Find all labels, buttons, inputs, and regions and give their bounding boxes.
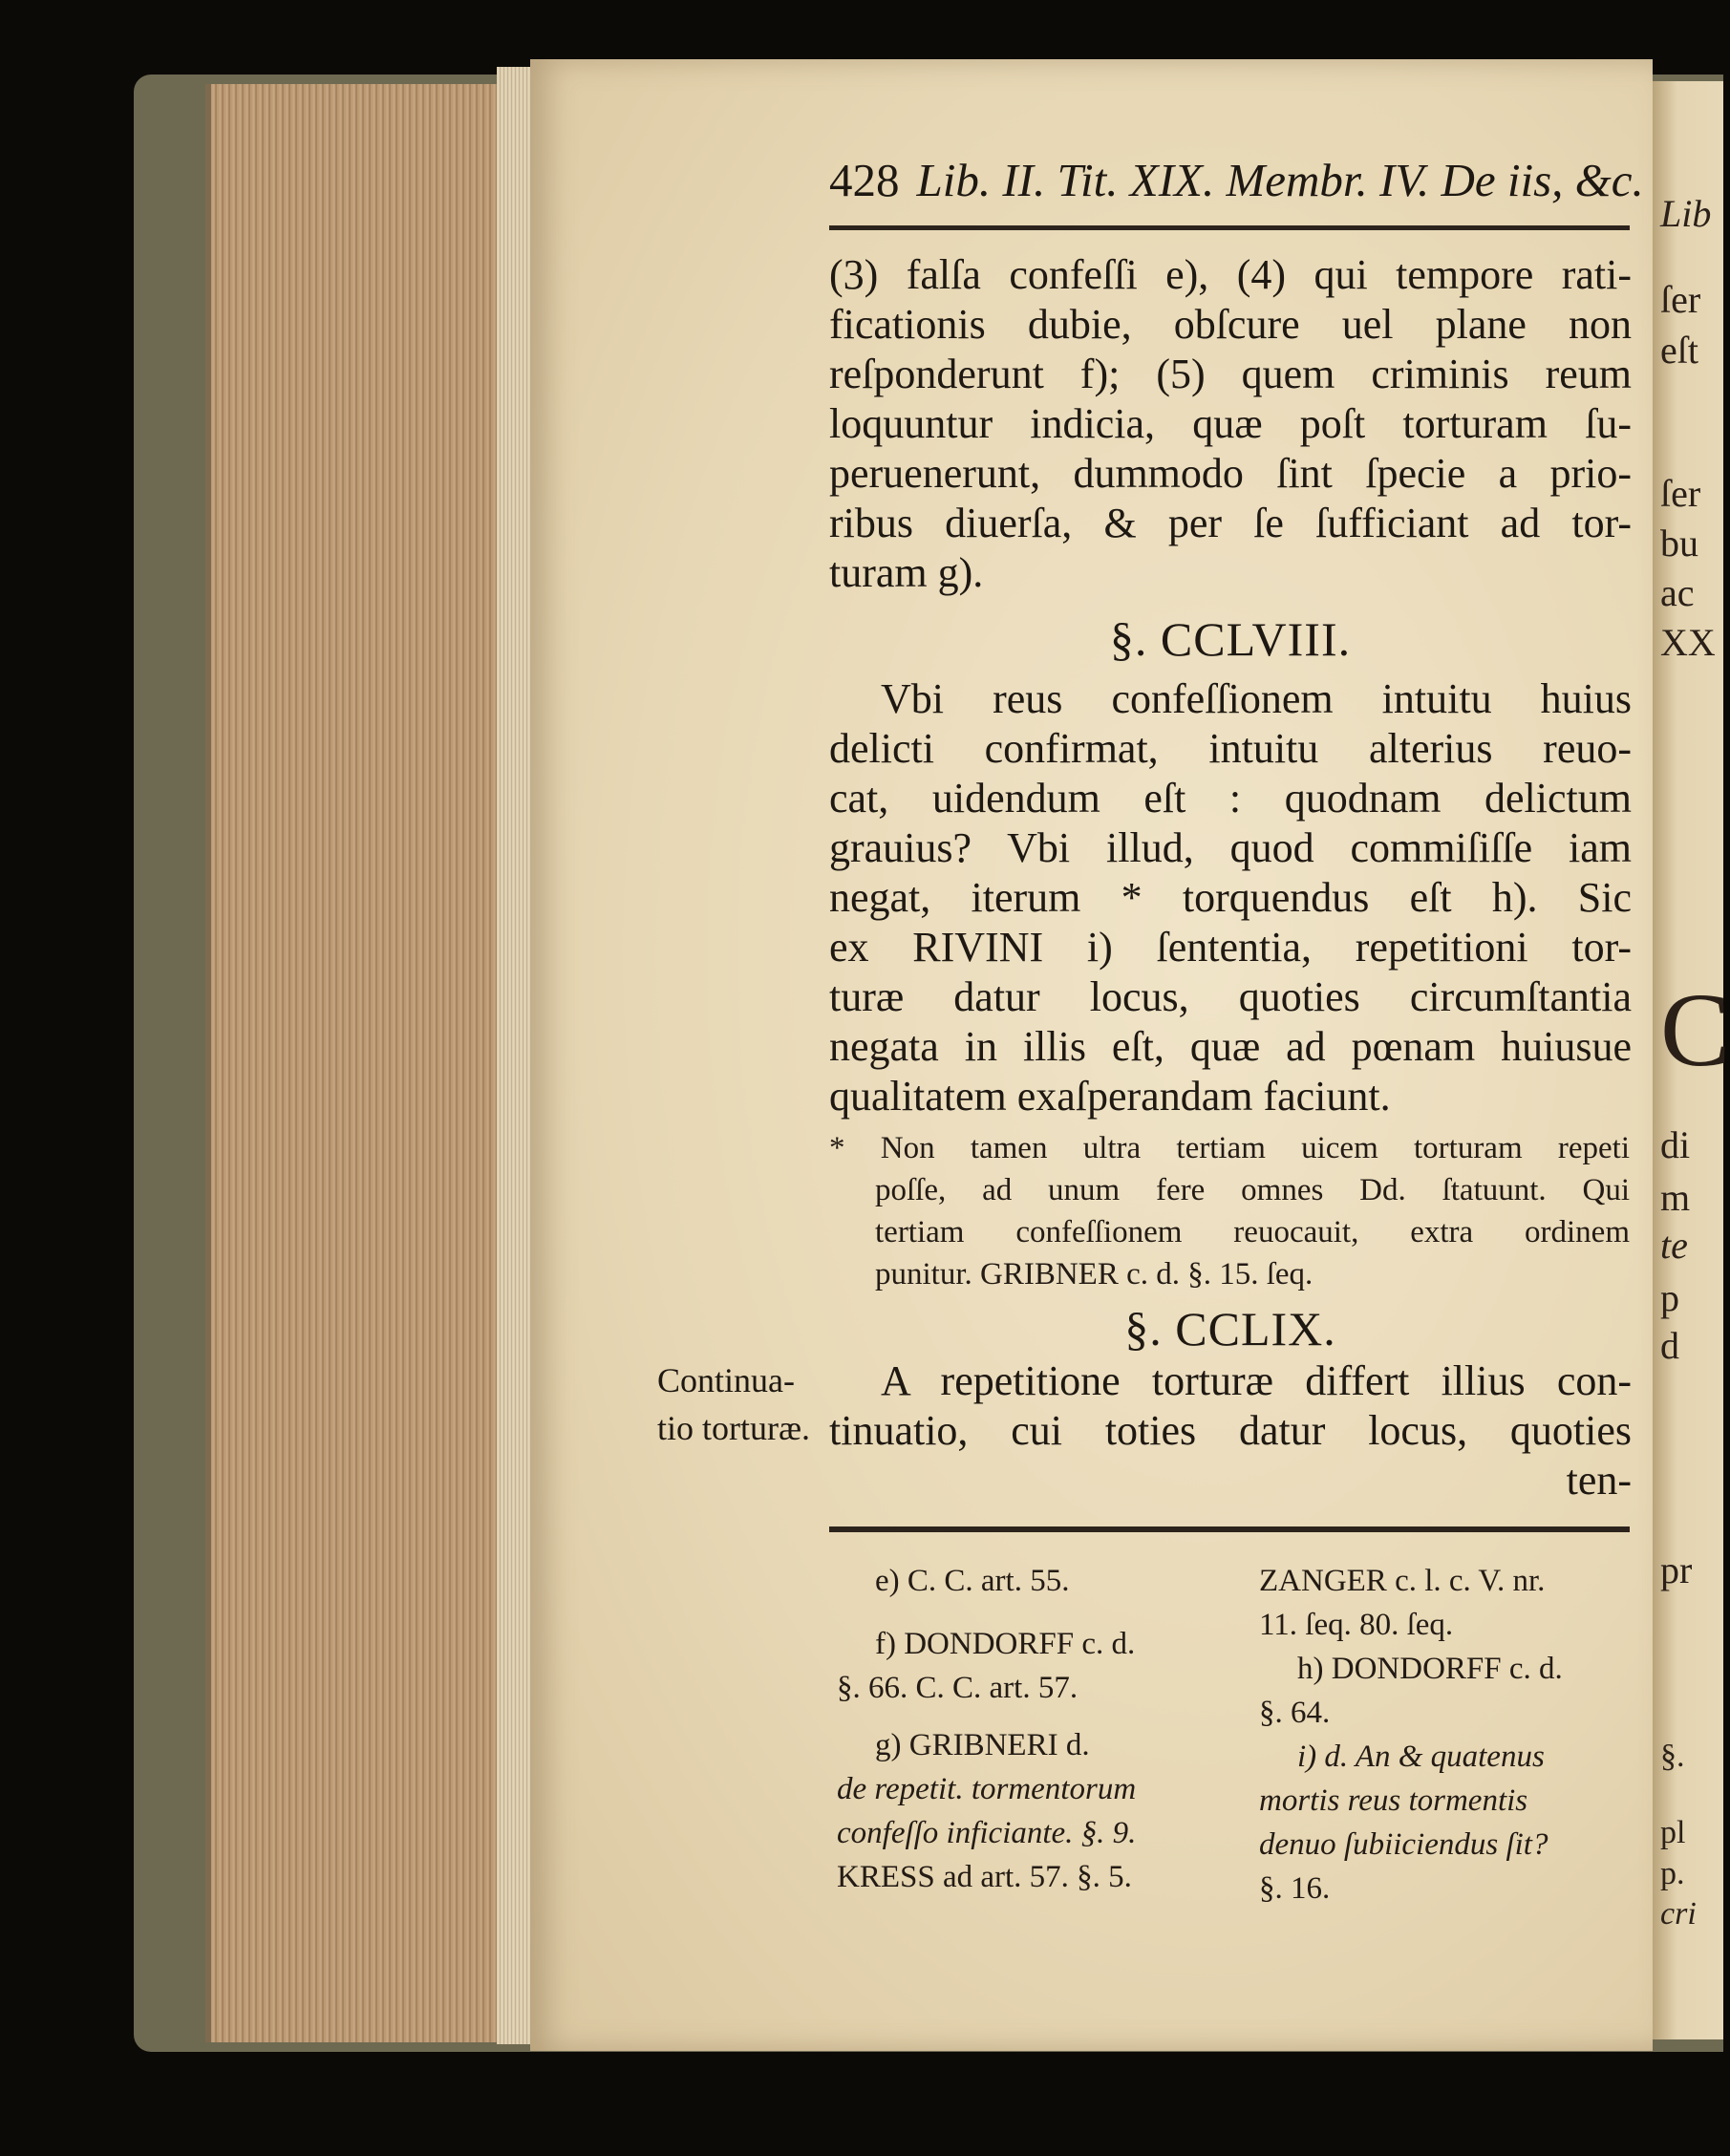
- right-fragment: Lib: [1660, 192, 1712, 235]
- footnote-line: i) d. An & quatenus: [1297, 1740, 1545, 1774]
- right-fragment: pr: [1660, 1548, 1693, 1591]
- right-page-fragment: [1653, 81, 1730, 2039]
- marginal-note-line: tio torturæ.: [657, 1409, 810, 1447]
- right-fragment: ſer: [1660, 278, 1701, 321]
- text-line: A repetitione torturæ differt illius con-: [881, 1357, 1632, 1404]
- text-line: reſponderunt f); (5) quem criminis reum: [829, 351, 1632, 397]
- footnote-line: mortis reus tormentis: [1259, 1783, 1528, 1818]
- footnote-line: §. 66. C. C. art. 57.: [837, 1671, 1079, 1705]
- text-line: turæ datur locus, quoties circumſtantia: [829, 973, 1632, 1020]
- text-line: Vbi reus confeſſionem intuitu huius: [881, 675, 1632, 722]
- right-fragment: XX: [1660, 621, 1716, 664]
- note-line: punitur. GRIBNER c. d. §. 15. ſeq.: [875, 1257, 1314, 1291]
- text-line: turam g).: [829, 549, 984, 596]
- right-fragment: ſer: [1660, 472, 1701, 515]
- right-fragment: p.: [1660, 1856, 1685, 1891]
- right-fragment: m: [1660, 1176, 1691, 1219]
- text-line: negat, iterum * torquendus eſt h). Sic: [829, 874, 1632, 921]
- book-page-edges: [205, 84, 517, 2042]
- text-line: ficationis dubie, obſcure uel plane non: [829, 301, 1632, 348]
- text-line: tinuatio, cui toties datur locus, quoties: [829, 1407, 1632, 1454]
- footnote-rule: [829, 1526, 1630, 1532]
- footnote-line: KRESS ad art. 57. §. 5.: [837, 1860, 1132, 1894]
- asterisk-note: [829, 1127, 1630, 1295]
- right-fragment: ac: [1660, 571, 1695, 614]
- footnote-line: de repetit. tormentorum: [837, 1772, 1137, 1806]
- catchword: ten-: [1566, 1457, 1632, 1504]
- continuation-paragraph: [829, 250, 1632, 598]
- note-line: poſſe, ad unum fere omnes Dd. ſtatuunt. Qui: [875, 1173, 1630, 1207]
- text-line: delicti confirmat, intuitu alterius reuo-: [829, 725, 1632, 772]
- text-line: loquuntur indicia, quæ poſt torturam ſu-: [829, 400, 1632, 447]
- text-line: ribus diuerſa, & per ſe ſufficiant ad tor-: [829, 500, 1632, 546]
- header-rule: [829, 225, 1630, 230]
- right-fragment: bu: [1660, 522, 1698, 565]
- footnotes-left-column: [837, 1559, 1228, 1899]
- page-stack: [497, 67, 535, 2044]
- footnote-line: §. 64.: [1259, 1696, 1331, 1730]
- page-number: 428: [829, 154, 900, 206]
- text-line: peruenerunt, dummodo ſint ſpecie a prio-: [829, 450, 1632, 497]
- text-line: grauius? Vbi illud, quod commiſiſſe iam: [829, 824, 1632, 871]
- note-line: tertiam confeſſionem reuocauit, extra ordinem: [875, 1215, 1630, 1249]
- section-heading-259: §. CCLIX.: [1124, 1302, 1336, 1356]
- footnote-line: §. 16.: [1259, 1871, 1331, 1906]
- footnote-line: denuo ſubiiciendus ſit?: [1259, 1827, 1548, 1862]
- section-heading-258: §. CCLVIII.: [1109, 612, 1352, 666]
- text-line: negata in illis eſt, quæ ad pœnam huiusue: [829, 1023, 1632, 1070]
- footnote-line: f) DONDORFF c. d.: [875, 1627, 1136, 1661]
- right-fragment: eſt: [1660, 329, 1698, 372]
- text-line: ex RIVINI i) ſententia, repetitioni tor-: [829, 924, 1632, 971]
- marginal-note-line: Continua-: [657, 1361, 795, 1399]
- right-fragment: di: [1660, 1123, 1691, 1166]
- text-line: qualitatem exaſperandam faciunt.: [829, 1073, 1391, 1120]
- footnote-line: confeſſo inficiante. §. 9.: [837, 1816, 1137, 1850]
- section-258-paragraph: [829, 674, 1632, 1121]
- footnote-line: ZANGER c. l. c. V. nr.: [1259, 1564, 1546, 1598]
- running-header: [829, 153, 1644, 207]
- footnotes-right-column: [1259, 1559, 1632, 1911]
- footnote-line: 11. ſeq. 80. ſeq.: [1259, 1608, 1454, 1642]
- footnote-line: g) GRIBNERI d.: [875, 1728, 1090, 1762]
- right-fragment: te: [1660, 1224, 1688, 1267]
- right-fragment: d: [1660, 1324, 1679, 1367]
- text-line: (3) falſa confeſſi e), (4) qui tempore rati-: [829, 251, 1632, 298]
- right-fragment-initial: C: [1660, 971, 1730, 1088]
- marginal-note: [657, 1356, 829, 1452]
- footnote-line: e) C. C. art. 55.: [875, 1564, 1070, 1598]
- section-259-paragraph: [829, 1356, 1632, 1505]
- right-fragment: cri: [1660, 1896, 1697, 1932]
- footnote-line: h) DONDORFF c. d.: [1297, 1652, 1563, 1686]
- text-line: cat, uidendum eſt : quodnam delictum: [829, 775, 1632, 822]
- running-title: Lib. II. Tit. XIX. Membr. IV. De iis, &c.: [916, 154, 1644, 206]
- right-fragment: pl: [1660, 1815, 1686, 1850]
- right-fragment: §.: [1660, 1739, 1685, 1774]
- right-fragment: p: [1660, 1276, 1679, 1319]
- note-line: * Non tamen ultra tertiam uicem torturam repeti: [829, 1131, 1630, 1165]
